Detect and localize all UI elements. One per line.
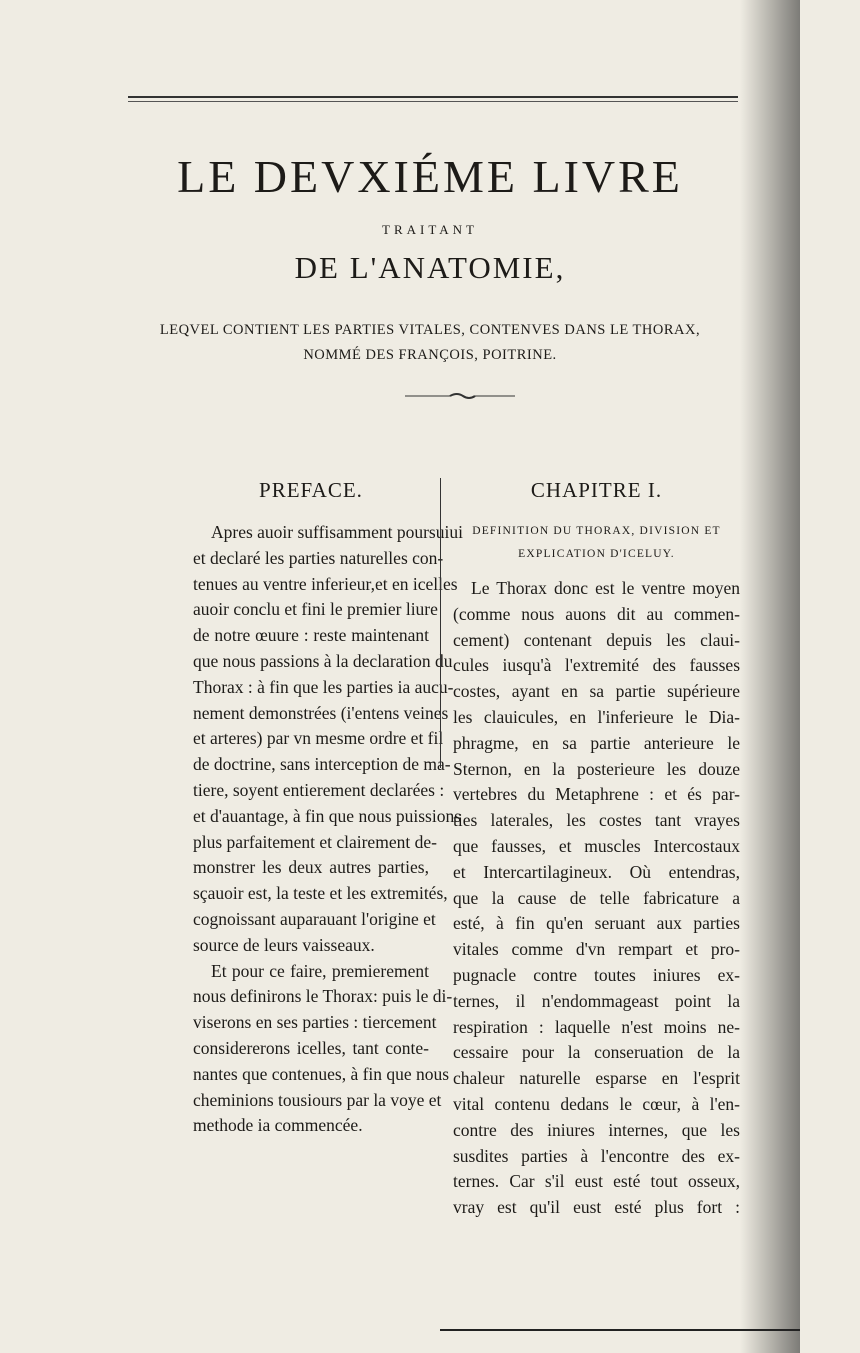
text-line: cessaire pour la conseruation de la <box>453 1042 740 1063</box>
text-line: susdites parties à l'encontre des ex- <box>453 1145 740 1166</box>
preface-heading: PREFACE. <box>259 478 363 502</box>
text-line: monstrer les deux autres parties, <box>193 857 429 878</box>
text-line: et d'auantage, à fin que nous puissions <box>193 805 462 826</box>
text-line: sçauoir est, la teste et les extremités, <box>193 883 448 904</box>
text-line: que fausses, et muscles Intercostaux <box>453 835 740 856</box>
top-rule <box>128 96 738 98</box>
text-line: auoir conclu et fini le premier liure <box>193 599 438 620</box>
chapter-text <box>453 576 740 1221</box>
text-line: Le Thorax donc est le ventre moyen <box>471 578 740 598</box>
text-line: plus parfaitement et clairement de- <box>193 831 437 852</box>
text-line: chaleur naturelle esparse en l'esprit <box>453 1068 740 1089</box>
text-line: esté, à fin qu'en seruant aux parties <box>453 913 740 934</box>
text-line: Et pour ce faire, premierement <box>211 960 429 981</box>
text-line: (comme nous auons dit au commen- <box>453 603 740 624</box>
chapter-subheading-line-1: DEFINITION DU THORAX, DIVISION ET <box>472 525 721 537</box>
text-line: vertebres du Metaphrene : et és par- <box>453 784 740 805</box>
text-line: Apres auoir suffisamment poursuiui <box>211 522 463 542</box>
text-line: les clauicules, en l'inferieure le Dia- <box>453 706 740 727</box>
text-line: nous definirons le Thorax: puis le di- <box>193 986 453 1007</box>
chapter-heading: CHAPITRE I. <box>530 478 663 502</box>
text-line: que la cause de telle fabricature a <box>453 887 740 908</box>
chapter-subheading <box>453 520 740 566</box>
text-line: phragme, en sa partie anterieure le <box>453 732 740 753</box>
title-description-line-2: NOMMÉ DES FRANÇOIS, POITRINE. <box>303 347 557 363</box>
text-line: respiration : laquelle n'est moins ne- <box>453 1016 740 1037</box>
title-description-line-1: LEQVEL CONTIENT LES PARTIES VITALES, CONTENVES DANS LE THORAX, <box>159 322 701 338</box>
text-line: tiere, soyent entierement declarées : <box>193 779 445 800</box>
title-subject: DE L'ANATOMIE, <box>294 250 566 285</box>
text-line: cognoissant auparauant l'origine et <box>193 908 436 929</box>
text-line: source de leurs vaisseaux. <box>193 934 375 955</box>
text-line: de doctrine, sans interception de ma- <box>193 754 451 775</box>
text-line: contre des iniures internes, que les <box>453 1119 740 1140</box>
ornament-divider-icon <box>405 392 515 400</box>
chapter-column <box>453 478 740 1221</box>
text-line: et declaré les parties naturelles con- <box>193 547 444 568</box>
text-line: vital contenu dedans le cœur, à l'en- <box>453 1093 740 1114</box>
top-rule-thin <box>128 101 738 102</box>
text-line: tenues au ventre inferieur,et en icelles <box>193 573 458 594</box>
text-line: nement demonstrées (i'entens veines <box>193 702 449 723</box>
text-line: ternes, il n'endommageast point la <box>453 990 740 1011</box>
text-line: et Intercartilagineux. Où entendras, <box>453 861 740 882</box>
text-line: pugnacle contre toutes iniures ex- <box>453 964 740 985</box>
text-line: cement) contenant depuis les claui- <box>453 629 740 650</box>
text-line: vitales comme d'vn rempart et pro- <box>453 939 740 960</box>
text-line: de notre œuure : reste maintenant <box>193 625 429 646</box>
text-line: cheminions tousiours par la voye et <box>193 1089 442 1110</box>
text-line: et arteres) par vn mesme ordre et fil <box>193 728 444 749</box>
text-line: nantes que contenues, à fin que nous <box>193 1063 450 1084</box>
text-line: ties laterales, les costes tant vrayes <box>453 810 740 831</box>
bottom-rule <box>440 1329 800 1331</box>
title-traitant: TRAITANT <box>382 222 478 237</box>
preface-column <box>193 478 463 1139</box>
text-line: methode ia commencée. <box>193 1115 363 1136</box>
text-line: viserons en ses parties : tiercement <box>193 1012 437 1033</box>
column-divider <box>440 478 441 768</box>
text-line: vray est qu'il eust esté plus fort : <box>453 1197 740 1218</box>
chapter-subheading-line-2: EXPLICATION D'ICELUY. <box>518 548 675 560</box>
text-line: ternes. Car s'il eust esté tout osseux, <box>453 1171 740 1192</box>
book-title: LE DEVXIÉME LIVRE <box>177 151 683 202</box>
text-line: considererons icelles, tant conte- <box>193 1037 429 1058</box>
title-description <box>0 318 860 368</box>
text-line: Sternon, en la posterieure les douze <box>453 758 740 779</box>
text-line: cules iusqu'à l'extremité des fausses <box>453 655 740 676</box>
text-line: que nous passions à la declaration du <box>193 650 453 671</box>
text-line: costes, ayant en sa partie supérieure <box>453 681 740 702</box>
text-line: Thorax : à fin que les parties ia aucu- <box>193 676 454 697</box>
preface-text <box>193 520 463 1139</box>
